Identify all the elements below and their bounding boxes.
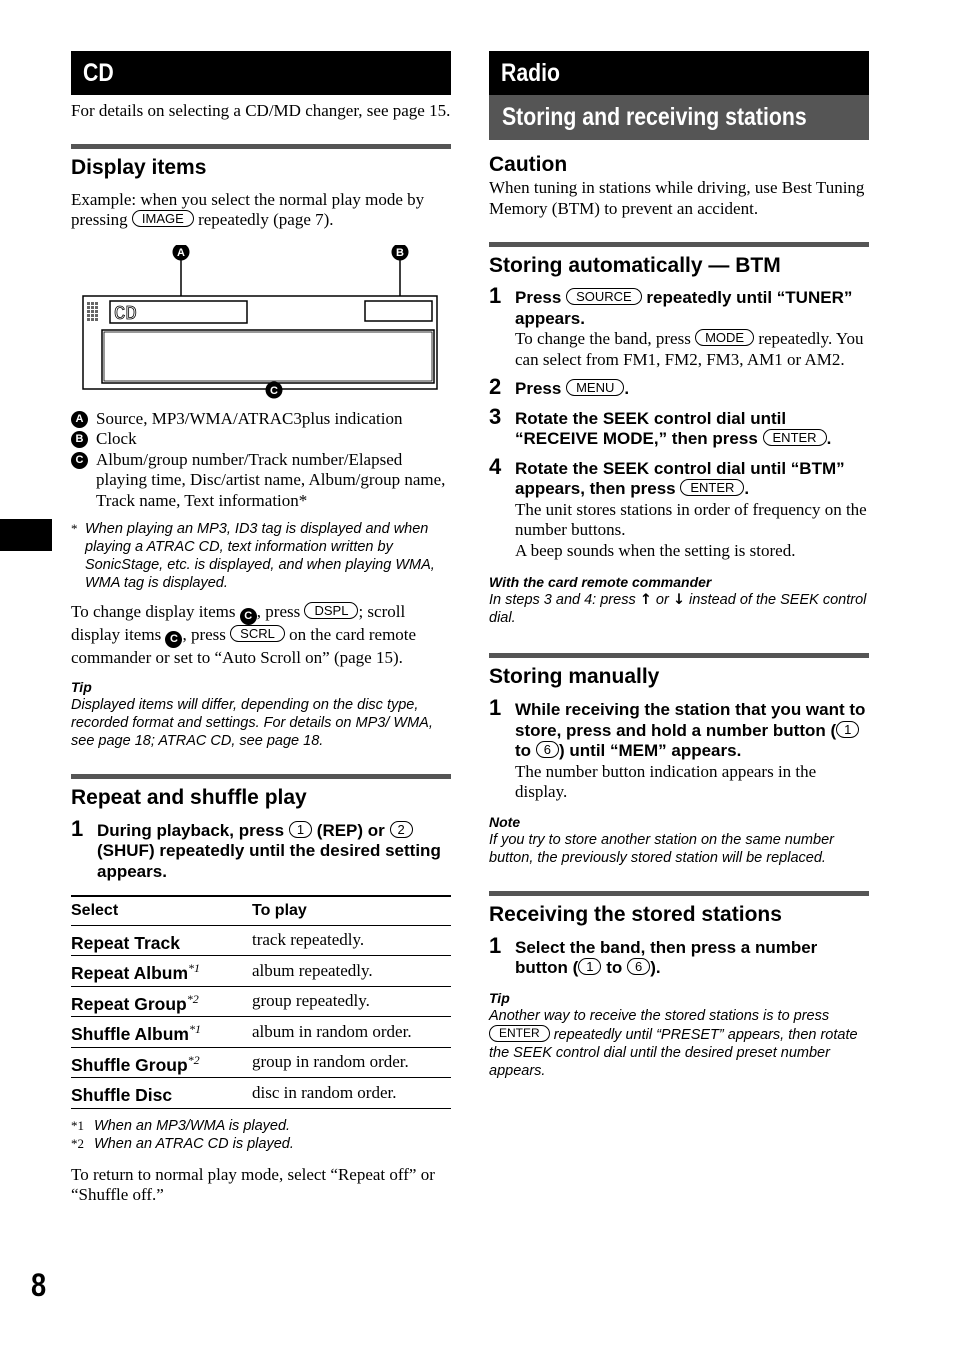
cd-banner: CD xyxy=(71,51,451,95)
footnote-2: *2 When an ATRAC CD is played. xyxy=(71,1135,294,1152)
legend-item: C Album/group number/Track number/Elapsed playing time, Disc/artist name, Album/group name, Track name, Text information* xyxy=(71,450,451,512)
clock-field xyxy=(365,301,432,321)
up-arrow-icon: ↑ xyxy=(639,592,652,608)
manual-heading: Storing manually xyxy=(489,653,869,690)
left-column xyxy=(71,51,451,1206)
scrl-key: SCRL xyxy=(230,625,285,642)
receiving-heading: Receiving the stored stations xyxy=(489,891,869,928)
right-column xyxy=(489,51,869,1080)
table-header-row xyxy=(71,896,451,925)
legend-item: B Clock xyxy=(71,429,451,450)
caution-heading: Caution xyxy=(489,153,568,176)
manual-note-title: Note xyxy=(489,813,521,830)
menu-key: MENU xyxy=(566,379,624,396)
display-tip-title: Tip xyxy=(71,678,92,695)
footnote-1: *1 When an MP3/WMA is played. xyxy=(71,1117,291,1134)
label-c: C xyxy=(270,384,278,397)
table-row: Repeat Group$^{*2}$ group repeatedly. xyxy=(71,986,451,1017)
return-normal-text: To return to normal play mode, select “Repeat off” or “Shuffle off.” xyxy=(71,1164,435,1204)
key-1: 1 xyxy=(289,821,312,838)
table-row: Shuffle Group$^{*2}$ group in random order. xyxy=(71,1047,451,1078)
btm-step-4: 4 Rotate the SEEK control dial until “BTM” appears, then press ENTER . The unit stores stations in order of frequency on the number buttons. A beep sounds when the setting is stored. xyxy=(489,453,867,560)
repeat-footnotes xyxy=(71,1117,451,1153)
enter-key: ENTER xyxy=(680,479,744,496)
change-display-text: To change display items C , press DSPL ; scroll display items C , press SCRL on the card remote commander or set to “Auto Scroll on” (page 15). xyxy=(71,602,417,667)
radio-banner: Radio xyxy=(489,51,869,95)
repeat-step-1: 1 During playback, press 1 (REP) or 2 (SHUF) repeatedly until the desired setting appears. xyxy=(71,815,441,881)
section-tab-marker xyxy=(0,519,52,551)
cd-intro: For details on selecting a CD/MD changer, see page 15. xyxy=(71,101,451,120)
table-row: Shuffle Disc disc in random order. xyxy=(71,1078,451,1109)
key-6: 6 xyxy=(627,958,650,975)
manual-step-1: 1 While receiving the station that you want to store, press and hold a number button ( 1 to 6 ) until “MEM” appears. The number button indication appears in the display. xyxy=(489,695,866,801)
display-tip-text: Displayed items will differ, depending on the disc type, recorded format and settings. For details on MP3/ WMA, see page 18; ATRAC CD, see page 18. xyxy=(71,696,433,749)
key-1: 1 xyxy=(578,958,601,975)
display-footnote: * When playing an MP3, ID3 tag is displayed and when playing a ATRAC CD, text information written by SonicStage, etc. is displayed, and when playing WMA, WMA tag is displayed. xyxy=(71,521,435,591)
storing-banner: Storing and receiving stations xyxy=(489,95,869,140)
page-number: 8 xyxy=(31,1267,47,1303)
table-row: Shuffle Album$^{*1}$ album in random order. xyxy=(71,1017,451,1048)
key-6: 6 xyxy=(536,741,559,758)
label-a: A xyxy=(177,246,185,259)
screen-source-text: CD xyxy=(114,302,137,325)
display-items-heading: Display items xyxy=(71,144,451,181)
receiving-tip-text: Another way to receive the stored stations is to press ENTER repeatedly until “PRESET” appears, then rotate the SEEK control dial until the desired preset number appears. xyxy=(489,1007,858,1079)
remote-text: In steps 3 and 4: press ↑ or ↓ instead of the SEEK control dial. xyxy=(489,592,867,626)
repeat-table xyxy=(71,895,451,1109)
display-diagram xyxy=(71,245,451,407)
key-2: 2 xyxy=(390,821,413,838)
remote-title: With the card remote commander xyxy=(489,574,712,590)
table-row: Repeat Track track repeatedly. xyxy=(71,925,451,956)
down-arrow-icon: ↓ xyxy=(672,592,686,608)
col-select: Select xyxy=(71,896,252,925)
enter-key: ENTER xyxy=(489,1025,550,1042)
key-1: 1 xyxy=(836,721,859,738)
text-info-field xyxy=(102,330,434,383)
caution-text: When tuning in stations while driving, use Best Tuning Memory (BTM) to prevent an accident. xyxy=(489,178,865,218)
btm-step-1: 1 Press SOURCE repeatedly until “TUNER” appears. To change the band, press MODE repeatedly. You can select from FM1, FM2, FM3, AM1 or AM2. xyxy=(489,283,864,369)
table-row: Repeat Album$^{*1}$ album repeatedly. xyxy=(71,956,451,987)
receiving-step-1: 1 Select the band, then press a number button ( 1 to 6 ). xyxy=(489,932,818,977)
col-play: To play xyxy=(252,896,451,925)
btm-step-2: 2 Press MENU . xyxy=(489,374,630,399)
dspl-key: DSPL xyxy=(304,602,358,619)
display-legend xyxy=(71,409,451,512)
label-b: B xyxy=(396,246,404,259)
legend-item: A Source, MP3/WMA/ATRAC3plus indication xyxy=(71,409,451,430)
receiving-tip-title: Tip xyxy=(489,989,510,1006)
btm-step-3: 3 Rotate the SEEK control dial until “RECEIVE MODE,” then press ENTER . xyxy=(489,403,832,448)
btm-heading: Storing automatically — BTM xyxy=(489,242,869,279)
display-items-example: Example: when you select the normal play mode by pressing IMAGE repeatedly (page 7). xyxy=(71,189,425,229)
repeat-heading: Repeat and shuffle play xyxy=(71,774,451,811)
enter-key: ENTER xyxy=(763,429,827,446)
mode-key: MODE xyxy=(695,329,754,346)
source-key: SOURCE xyxy=(566,288,642,305)
image-key: IMAGE xyxy=(132,210,194,227)
manual-note-text: If you try to store another station on the same number button, the previously stored station will be replaced. xyxy=(489,831,834,866)
source-icon xyxy=(87,302,98,321)
